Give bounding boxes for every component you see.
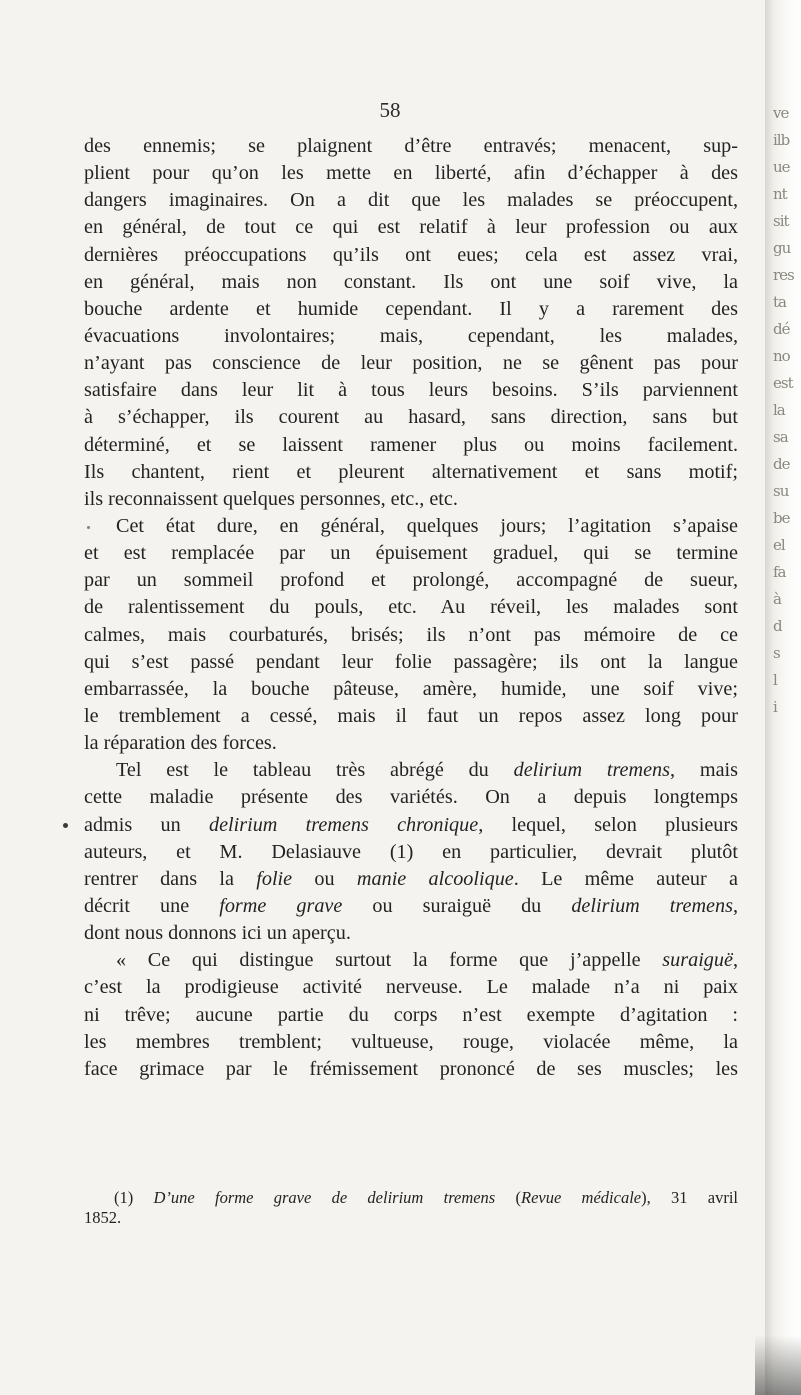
bleed-fragment: be xyxy=(773,509,790,527)
text-line xyxy=(84,893,738,920)
bleed-fragment: sa xyxy=(773,428,788,446)
italic-term: manie alcoolique xyxy=(356,867,514,890)
bleed-fragment: nt xyxy=(773,185,787,203)
italic-term: Revue médicale xyxy=(521,1188,642,1207)
italic-term: delirium tremens xyxy=(513,759,670,782)
text-line: les membres tremblent; vultueuse, rouge, violacée même, la xyxy=(84,1030,738,1053)
text-line: en général, mais non constant. Ils ont une soif vive, la xyxy=(84,270,738,293)
text-line xyxy=(84,866,738,893)
body-text xyxy=(84,133,738,1083)
bleed-fragment: l xyxy=(773,671,777,689)
bleed-fragment: d xyxy=(773,617,782,635)
bleed-fragment: ue xyxy=(773,158,790,176)
text-line: évacuations involontaires; mais, cependant, les malades, xyxy=(84,324,738,347)
bleed-fragment: i xyxy=(773,698,777,716)
scan-shadow xyxy=(755,1335,801,1395)
text-line: le tremblement a cessé, mais il faut un repos assez long pour xyxy=(84,704,738,727)
text-line: de ralentissement du pouls, etc. Au réveil, les malades sont xyxy=(84,596,738,619)
bleed-fragment: à xyxy=(773,590,781,608)
footnote xyxy=(84,1188,738,1228)
italic-term: folie xyxy=(256,867,293,890)
text-line xyxy=(84,757,738,784)
text-line: des ennemis; se plaignent d’être entravés; menacent, sup- xyxy=(84,135,738,157)
text-span: « Ce qui distingue surtout la forme que j’appelle xyxy=(116,949,663,972)
text-line: à s’échapper, ils courent au hasard, sans direction, sans but xyxy=(84,406,738,429)
text-line: c’est la prodigieuse activité nerveuse. Le malade n’a ni paix xyxy=(84,976,738,999)
footnote-mark: (1) xyxy=(114,1188,154,1207)
bleed-fragment: su xyxy=(773,482,789,500)
text-line: embarrassée, la bouche pâteuse, amère, humide, une soif vive; xyxy=(84,677,738,700)
text-line: Ils chantent, rient et pleurent alternativement et sans motif; xyxy=(84,460,738,483)
text-span: ou xyxy=(292,867,357,890)
text-span: ), 31 avril xyxy=(641,1188,739,1207)
bleed-fragment: el xyxy=(773,536,785,554)
text-span: admis un xyxy=(84,813,209,836)
text-line: dernières préoccupations qu’ils ont eues; cela est assez vrai, xyxy=(84,243,738,266)
text-line: ils reconnaissent quelques personnes, etc., etc. xyxy=(84,487,458,510)
bleed-fragment: no xyxy=(773,347,790,365)
text-span: , xyxy=(732,949,738,972)
text-line: qui s’est passé pendant leur folie passagère; ils ont la langue xyxy=(84,650,738,673)
facing-page-edge xyxy=(765,0,801,1395)
text-span: Tel est le tableau très abrégé du xyxy=(116,759,514,782)
text-span: ou suraiguë du xyxy=(342,894,572,917)
text-line: satisfaire dans leur lit à tous leurs besoins. S’ils parviennent xyxy=(84,379,738,402)
text-line: par un sommeil profond et prolongé, accompagné de sueur, xyxy=(84,569,738,592)
page-number: 58 xyxy=(379,98,401,122)
ink-speck xyxy=(63,823,68,828)
bleed-through-text xyxy=(773,100,795,721)
bleed-fragment: res xyxy=(773,266,794,284)
text-line: plient pour qu’on les mette en liberté, afin d’échapper à des xyxy=(84,162,738,185)
text-span: . Le même auteur a xyxy=(513,867,738,890)
text-span: rentrer dans la xyxy=(84,867,257,890)
italic-term: forme grave xyxy=(219,894,343,917)
text-line: Cet état dure, en général, quelques jours; l’agitation s’apaise xyxy=(116,514,738,537)
text-line xyxy=(84,812,738,839)
text-line: en général, de tout ce qui est relatif à leur profession ou aux xyxy=(84,216,738,239)
text-span: , mais xyxy=(670,759,738,782)
text-line: la réparation des forces. xyxy=(84,732,277,755)
text-line: dont nous donnons ici un aperçu. xyxy=(84,922,351,945)
text-line: ni trêve; aucune partie du corps n’est exempte d’agitation : xyxy=(84,1003,738,1026)
text-line: et est remplacée par un épuisement graduel, qui se termine xyxy=(84,542,738,565)
italic-term: delirium tremens xyxy=(571,894,733,917)
text-line: calmes, mais courbaturés, brisés; ils n’ont pas mémoire de ce xyxy=(84,623,738,646)
footnote-line: 1852. xyxy=(84,1208,122,1227)
bleed-fragment: est xyxy=(773,374,793,392)
italic-term: delirium tremens chronique xyxy=(208,813,479,836)
footnote-line xyxy=(84,1188,738,1208)
text-line: dangers imaginaires. On a dit que les malades se préoccupent, xyxy=(84,189,738,212)
bleed-fragment: ta xyxy=(773,293,786,311)
text-line: auteurs, et M. Delasiauve (1) en particulier, devrait plutôt xyxy=(84,840,738,863)
bleed-fragment: dé xyxy=(773,320,790,338)
text-span: décrit une xyxy=(84,894,220,917)
bleed-fragment: la xyxy=(773,401,785,419)
text-line: face grimace par le frémissement prononcé de ses muscles; les xyxy=(84,1057,738,1080)
bleed-fragment: gu xyxy=(773,239,791,257)
bleed-fragment: ve xyxy=(773,104,789,122)
text-span: , lequel, selon plusieurs xyxy=(478,813,738,836)
bleed-fragment: ilb xyxy=(773,131,790,149)
text-span: ( xyxy=(495,1188,521,1207)
text-line: cette maladie présente des variétés. On a depuis longtemps xyxy=(84,786,738,809)
text-line: déterminé, et se laissent ramener plus ou moins facilement. xyxy=(84,433,738,456)
text-line: bouche ardente et humide cependant. Il y a rarement des xyxy=(84,297,738,320)
text-line: n’ayant pas conscience de leur position, ne se gênent pas pour xyxy=(84,352,738,375)
ink-speck xyxy=(87,526,90,529)
italic-term: suraiguë xyxy=(662,949,733,972)
bleed-fragment: fa xyxy=(773,563,786,581)
bleed-fragment: s xyxy=(773,644,780,662)
bleed-fragment: sit xyxy=(773,212,789,230)
text-line xyxy=(84,947,738,974)
italic-term: D’une forme grave de delirium tremens xyxy=(153,1188,496,1207)
text-span: , xyxy=(732,894,738,917)
bleed-fragment: de xyxy=(773,455,790,473)
